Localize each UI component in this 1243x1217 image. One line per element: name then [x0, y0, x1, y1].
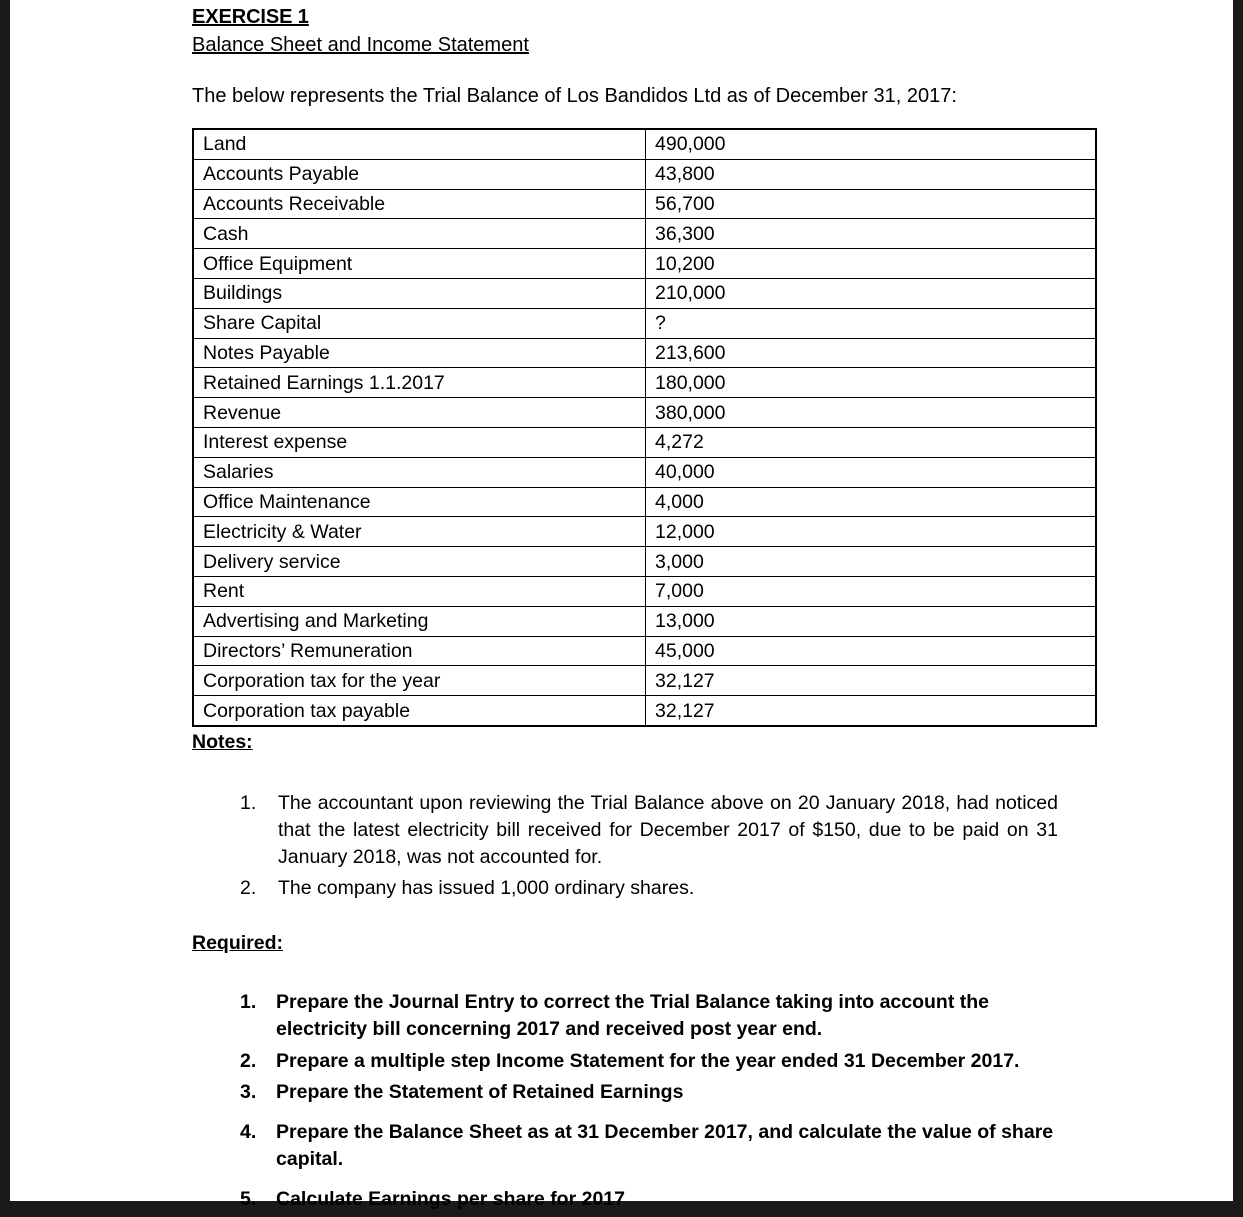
list-marker: 1.	[240, 791, 257, 814]
amount-cell: 210,000	[646, 278, 1097, 308]
table-row	[193, 427, 1096, 457]
account-cell: Accounts Payable	[193, 159, 646, 189]
amount-cell: 490,000	[646, 129, 1097, 159]
table-row	[193, 576, 1096, 606]
account-cell: Notes Payable	[193, 338, 646, 368]
list-item	[192, 1119, 1076, 1174]
amount-cell: 7,000	[646, 576, 1097, 606]
amount-cell: 40,000	[646, 457, 1097, 487]
amount-cell: 56,700	[646, 189, 1097, 219]
table-row	[193, 398, 1096, 428]
account-cell: Corporation tax for the year	[193, 666, 646, 696]
account-cell: Rent	[193, 576, 646, 606]
account-cell: Delivery service	[193, 547, 646, 577]
account-cell: Corporation tax payable	[193, 696, 646, 726]
account-cell: Interest expense	[193, 427, 646, 457]
page-title: EXERCISE 1	[192, 6, 309, 28]
account-cell: Directors’ Remuneration	[193, 636, 646, 666]
table-row	[193, 457, 1096, 487]
notes-list	[192, 754, 1076, 902]
table-row	[193, 487, 1096, 517]
list-item-text: Prepare the Statement of Retained Earnings	[276, 1081, 684, 1104]
table-row	[193, 696, 1096, 726]
list-marker: 2.	[240, 876, 257, 899]
list-marker: 1.	[240, 990, 257, 1013]
table-row	[193, 219, 1096, 249]
list-item	[192, 1048, 1076, 1076]
list-marker: 2.	[240, 1049, 257, 1072]
list-item	[192, 989, 1076, 1044]
amount-cell: 32,127	[646, 666, 1097, 696]
account-cell: Accounts Receivable	[193, 189, 646, 219]
amount-cell: 213,600	[646, 338, 1097, 368]
intro-paragraph: The below represents the Trial Balance of Los Bandidos Ltd as of December 31, 2017:	[192, 85, 957, 107]
table-row	[193, 338, 1096, 368]
amount-cell: 45,000	[646, 636, 1097, 666]
amount-cell: 36,300	[646, 219, 1097, 249]
table-row	[193, 666, 1096, 696]
amount-cell: 10,200	[646, 249, 1097, 279]
list-item-text: The accountant upon reviewing the Trial Balance above on 20 January 2018, had noticed that the latest electricity bill received for December 2017 of $150, due to be paid on 31 January 2018, was not accounted for.	[278, 791, 1058, 868]
trial-balance-body	[193, 129, 1096, 726]
account-cell: Revenue	[193, 398, 646, 428]
table-row	[193, 189, 1096, 219]
account-cell: Office Maintenance	[193, 487, 646, 517]
table-row	[193, 278, 1096, 308]
account-cell: Share Capital	[193, 308, 646, 338]
account-cell: Land	[193, 129, 646, 159]
document-content	[192, 0, 1076, 1217]
table-row	[193, 547, 1096, 577]
amount-cell: 13,000	[646, 606, 1097, 636]
account-cell: Buildings	[193, 278, 646, 308]
list-item-text: Prepare a multiple step Income Statement for the year ended 31 December 2017.	[276, 1049, 1020, 1072]
amount-cell: ?	[646, 308, 1097, 338]
list-marker: 4.	[240, 1120, 257, 1143]
list-item-text: Calculate Earnings per share for 2017	[276, 1187, 625, 1210]
list-item-text: Prepare the Journal Entry to correct the Trial Balance taking into account the electricity bill concerning 2017 and received post year end.	[276, 990, 990, 1041]
table-row	[193, 249, 1096, 279]
list-item	[192, 875, 1058, 902]
amount-cell: 3,000	[646, 547, 1097, 577]
list-marker: 3.	[240, 1081, 257, 1104]
document-page	[10, 0, 1233, 1210]
amount-cell: 4,000	[646, 487, 1097, 517]
required-list	[192, 955, 1076, 1214]
amount-cell: 180,000	[646, 368, 1097, 398]
amount-cell: 32,127	[646, 696, 1097, 726]
account-cell: Office Equipment	[193, 249, 646, 279]
page-subtitle: Balance Sheet and Income Statement	[192, 34, 529, 56]
list-item	[192, 1079, 1076, 1107]
table-row	[193, 159, 1096, 189]
amount-cell: 12,000	[646, 517, 1097, 547]
table-row	[193, 606, 1096, 636]
account-cell: Retained Earnings 1.1.2017	[193, 368, 646, 398]
trial-balance-table	[192, 128, 1097, 727]
required-heading: Required:	[192, 931, 284, 954]
table-row	[193, 636, 1096, 666]
table-row	[193, 368, 1096, 398]
list-marker: 5.	[240, 1187, 257, 1210]
notes-heading: Notes:	[192, 730, 253, 753]
list-item	[192, 1186, 1076, 1214]
account-cell: Advertising and Marketing	[193, 606, 646, 636]
account-cell: Electricity & Water	[193, 517, 646, 547]
account-cell: Cash	[193, 219, 646, 249]
amount-cell: 43,800	[646, 159, 1097, 189]
list-item	[192, 790, 1058, 871]
list-item-text: The company has issued 1,000 ordinary shares.	[278, 876, 695, 899]
amount-cell: 380,000	[646, 398, 1097, 428]
amount-cell: 4,272	[646, 427, 1097, 457]
account-cell: Salaries	[193, 457, 646, 487]
table-row	[193, 129, 1096, 159]
list-item-text: Prepare the Balance Sheet as at 31 December 2017, and calculate the value of share capital.	[276, 1120, 1054, 1171]
table-row	[193, 517, 1096, 547]
table-row	[193, 308, 1096, 338]
